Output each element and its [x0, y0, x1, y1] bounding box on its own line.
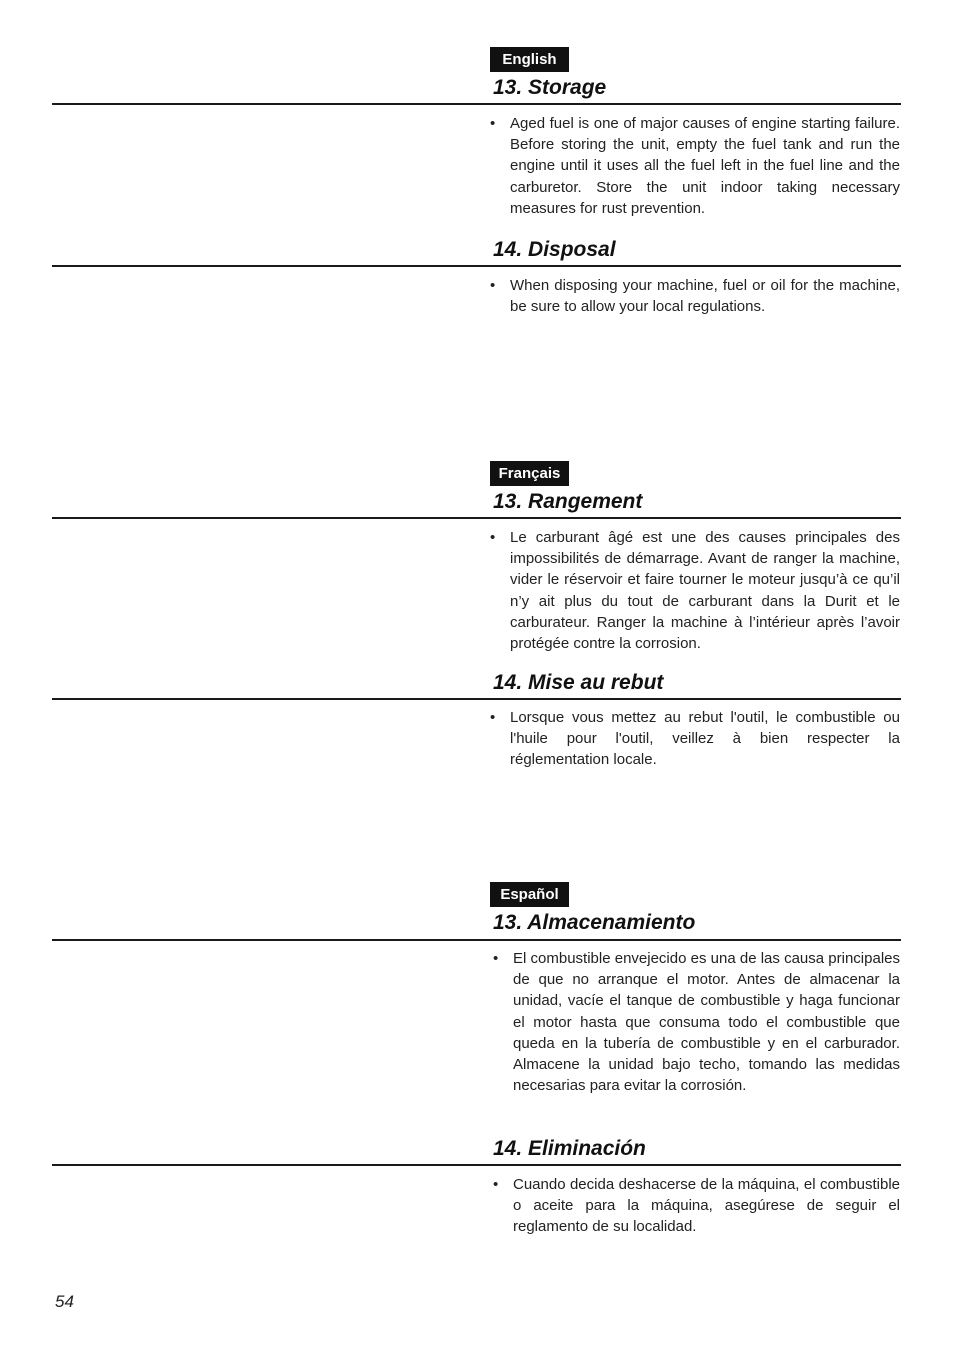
heading-storage-spanish: 13. Almacenamiento	[493, 911, 696, 934]
paragraph-storage-spanish	[490, 948, 900, 1096]
paragraph-disposal-spanish	[490, 1174, 900, 1238]
heading-storage-english: 13. Storage	[493, 76, 607, 99]
heading-disposal-french: 14. Mise au rebut	[493, 671, 664, 694]
bullet-icon: •	[490, 115, 496, 132]
section-divider	[52, 265, 901, 267]
language-tag-french: Français	[490, 461, 569, 486]
bullet-icon: •	[493, 950, 499, 967]
bullet-icon: •	[490, 277, 496, 294]
bullet-icon: •	[493, 1176, 499, 1193]
heading-disposal-english: 14. Disposal	[493, 238, 616, 261]
page-number: 54	[55, 1292, 74, 1311]
disposal-text-english: When disposing your machine, fuel or oil for the machine, be sure to allow your local regulations.	[510, 277, 900, 316]
disposal-text-french: Lorsque vous mettez au rebut l'outil, le combustible ou l'huile pour l'outil, veillez à bien respecter la réglementation locale.	[510, 709, 900, 769]
paragraph-disposal-english	[490, 275, 900, 317]
storage-text-spanish: El combustible envejecido es una de las causa principales de que no arranque el motor. Antes de almacenar la unidad, vacíe el tanque de combustible y haga funcionar el motor hasta que consuma todo el combustible que queda en la tubería de combustible y en el carburador. Almacene la unidad bajo techo, tomando las medidas necesarias para evitar la corrosión.	[513, 950, 900, 1095]
language-tag-spanish: Español	[490, 882, 569, 907]
disposal-text-spanish: Cuando decida deshacerse de la máquina, el combustible o aceite para la máquina, asegúrese de seguir el reglamento de su localidad.	[513, 1176, 900, 1236]
bullet-icon: •	[490, 709, 496, 726]
paragraph-storage-french	[490, 527, 900, 654]
language-tag-english: English	[490, 47, 569, 72]
section-divider	[52, 698, 901, 700]
heading-disposal-spanish: 14. Eliminación	[493, 1137, 646, 1160]
heading-storage-french: 13. Rangement	[493, 490, 643, 513]
paragraph-storage-english	[490, 113, 900, 219]
storage-text-french: Le carburant âgé est une des causes principales des impossibilités de démarrage. Avant de ranger la machine, vider le réservoir et faire tourner le moteur jusqu’à ce qu’il n’y ait plus du tout de carburant dans la Durit et le carburateur. Ranger la machine à l’intérieur après l’avoir protégée contre la corrosion.	[510, 529, 900, 653]
section-divider	[52, 103, 901, 105]
storage-text-english: Aged fuel is one of major causes of engine starting failure. Before storing the unit, empty the fuel tank and run the engine until it uses all the fuel left in the fuel line and the carburetor. Store the unit indoor taking necessary measures for rust prevention.	[510, 115, 900, 217]
bullet-icon: •	[490, 529, 496, 546]
section-divider	[52, 1164, 901, 1166]
section-divider	[52, 517, 901, 519]
section-divider	[52, 939, 901, 941]
paragraph-disposal-french	[490, 707, 900, 771]
